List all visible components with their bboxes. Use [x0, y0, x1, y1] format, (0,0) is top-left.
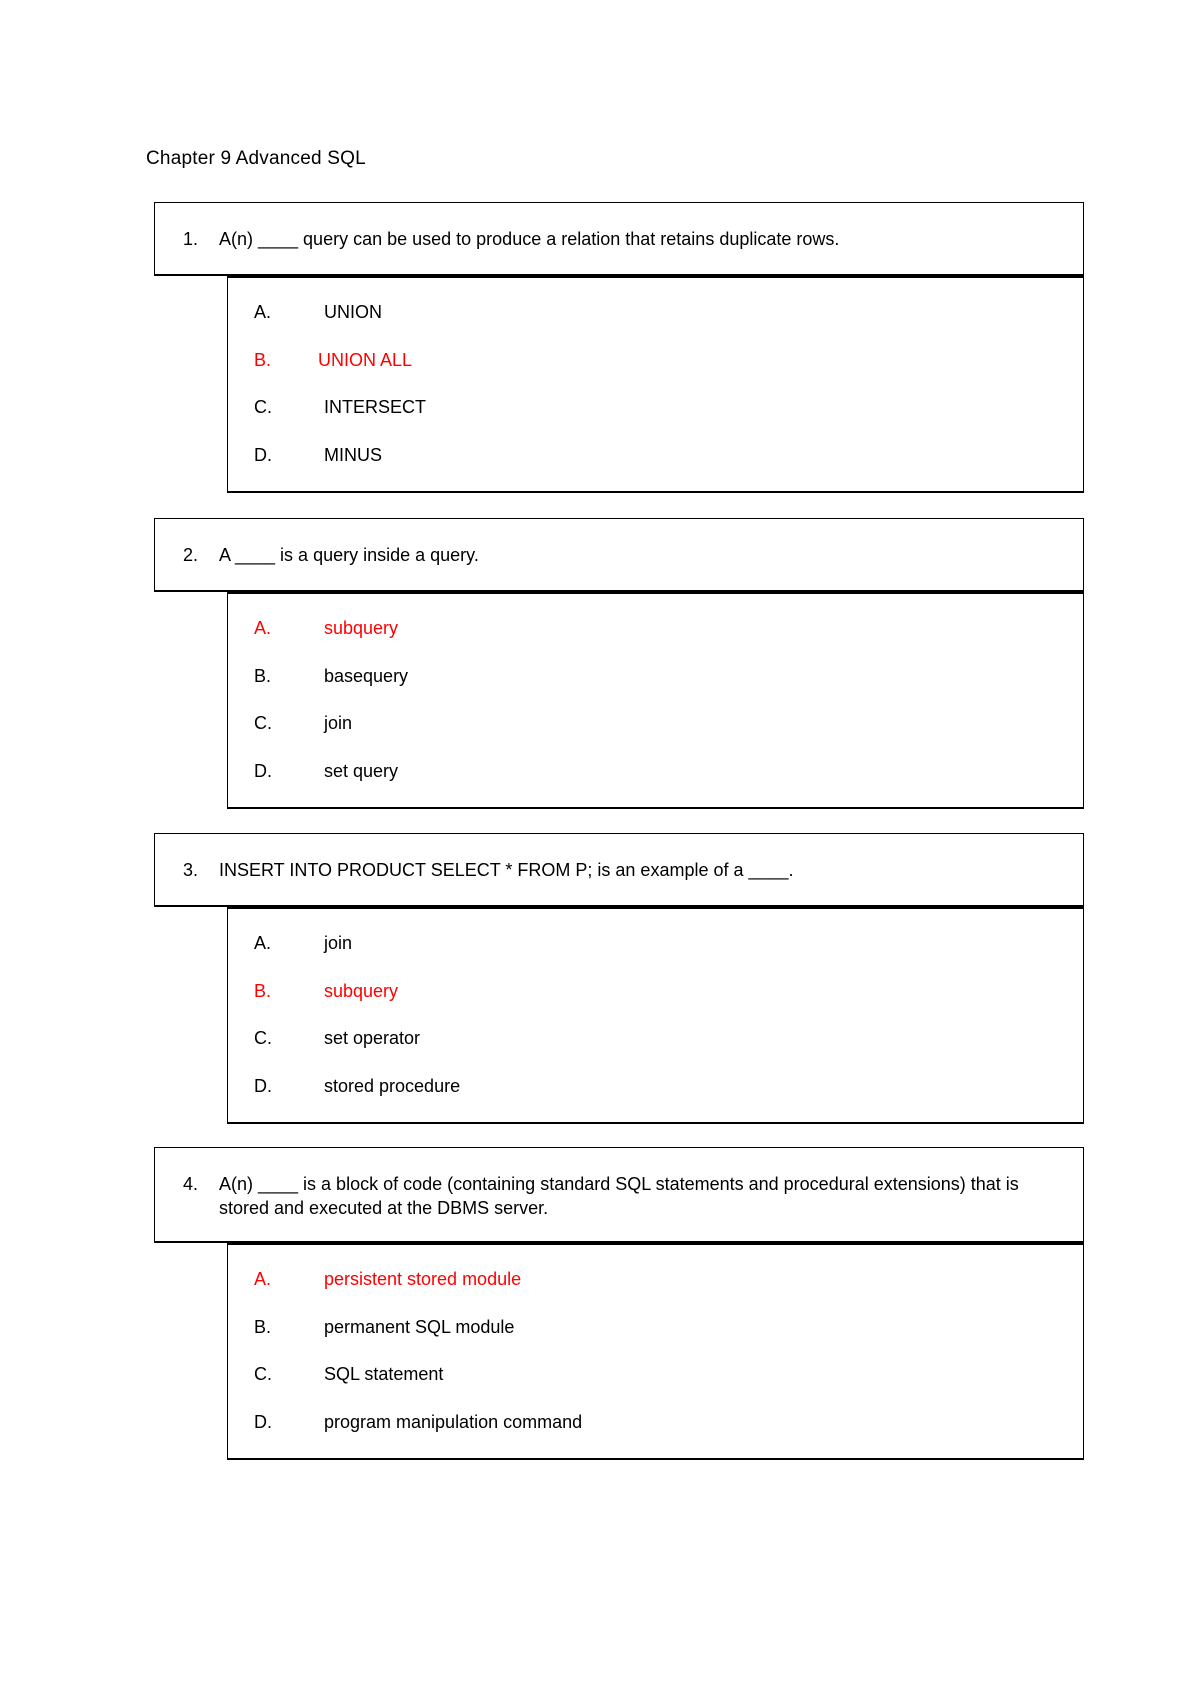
- option-text: basequery: [324, 665, 409, 686]
- option-letter: B.: [254, 980, 272, 1001]
- option-letter: D.: [254, 1411, 272, 1432]
- question-text: INSERT INTO PRODUCT SELECT * FROM P; is an example of a ____.: [219, 860, 794, 880]
- option-letter: A.: [254, 618, 272, 638]
- question-4: [154, 1147, 1084, 1460]
- option-d[interactable]: [228, 1410, 1083, 1458]
- question-text: A(n) ____ is a block of code (containing standard SQL statements and procedural extensions) that is stored and executed at the DBMS server.: [219, 1174, 1019, 1218]
- option-letter: D.: [254, 444, 272, 465]
- option-letter: C.: [254, 713, 272, 733]
- option-a[interactable]: [228, 616, 1083, 664]
- option-text: persistent stored module: [324, 1269, 522, 1289]
- option-text: UNION ALL: [318, 349, 413, 370]
- option-a[interactable]: [228, 931, 1083, 979]
- option-d[interactable]: [228, 1074, 1083, 1122]
- option-text: permanent SQL module: [324, 1316, 515, 1337]
- option-letter: B.: [254, 665, 272, 686]
- page-title: Chapter 9 Advanced SQL: [146, 148, 366, 169]
- question-2: [154, 518, 1084, 809]
- question-1: [154, 202, 1084, 493]
- option-b[interactable]: [228, 348, 1083, 396]
- option-c[interactable]: [228, 1026, 1083, 1074]
- option-b[interactable]: [228, 664, 1083, 712]
- answer-options: [227, 276, 1084, 493]
- option-text: INTERSECT: [324, 397, 427, 417]
- option-c[interactable]: [228, 1362, 1083, 1410]
- option-letter: C.: [254, 1364, 272, 1384]
- option-letter: D.: [254, 1075, 272, 1096]
- option-letter: C.: [254, 1028, 272, 1048]
- option-text: subquery: [324, 618, 399, 638]
- question-box: [154, 518, 1084, 592]
- option-text: join: [324, 933, 353, 953]
- option-text: program manipulation command: [324, 1411, 583, 1432]
- option-letter: A.: [254, 302, 272, 322]
- option-letter: B.: [254, 1316, 272, 1337]
- option-letter: C.: [254, 397, 272, 417]
- answer-options: [227, 592, 1084, 809]
- question-text: A ____ is a query inside a query.: [219, 545, 479, 565]
- option-letter: A.: [254, 933, 272, 953]
- option-a[interactable]: [228, 1267, 1083, 1315]
- option-a[interactable]: [228, 300, 1083, 348]
- question-number: 3.: [183, 860, 199, 880]
- option-text: SQL statement: [324, 1364, 444, 1384]
- option-c[interactable]: [228, 711, 1083, 759]
- option-d[interactable]: [228, 443, 1083, 491]
- option-b[interactable]: [228, 1315, 1083, 1363]
- option-letter: B.: [254, 349, 272, 370]
- option-c[interactable]: [228, 395, 1083, 443]
- question-number: 1.: [183, 229, 199, 249]
- answer-options: [227, 907, 1084, 1124]
- answer-options: [227, 1243, 1084, 1460]
- option-text: stored procedure: [324, 1075, 461, 1096]
- option-text: join: [324, 713, 353, 733]
- question-number: 2.: [183, 545, 199, 565]
- option-text: MINUS: [324, 444, 382, 465]
- question-box: [154, 833, 1084, 907]
- option-b[interactable]: [228, 979, 1083, 1027]
- question-number: 4.: [183, 1174, 199, 1194]
- question-text: A(n) ____ query can be used to produce a relation that retains duplicate rows.: [219, 229, 840, 249]
- question-3: [154, 833, 1084, 1124]
- question-box: [154, 202, 1084, 276]
- option-text: UNION: [324, 302, 382, 322]
- option-text: set query: [324, 760, 399, 781]
- option-text: set operator: [324, 1028, 421, 1048]
- question-box: [154, 1147, 1084, 1243]
- option-letter: A.: [254, 1269, 272, 1289]
- option-text: subquery: [324, 980, 399, 1001]
- option-d[interactable]: [228, 759, 1083, 807]
- option-letter: D.: [254, 760, 272, 781]
